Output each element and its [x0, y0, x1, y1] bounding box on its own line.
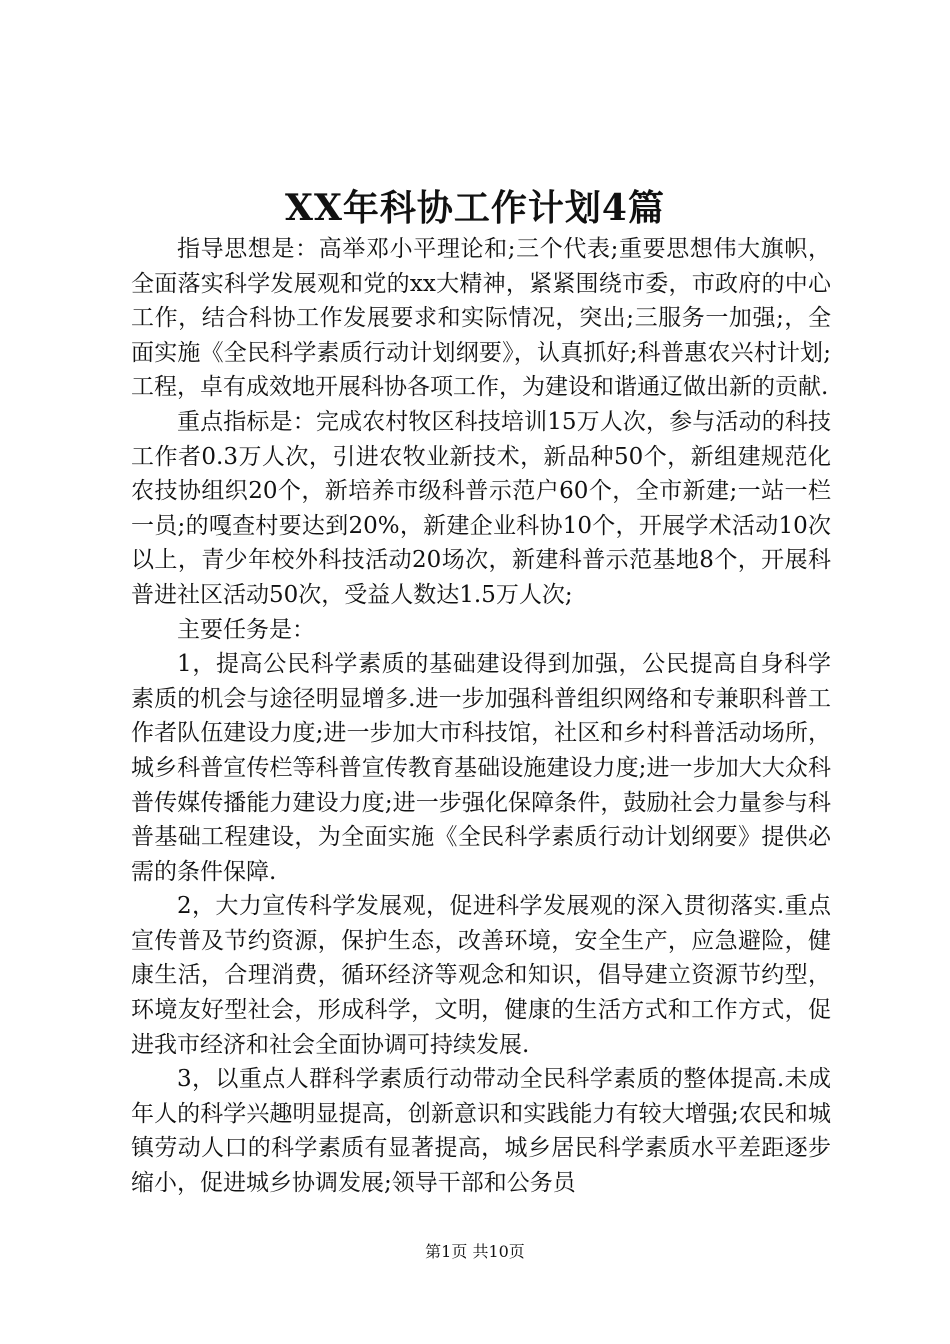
paragraph-key-indicators: 重点指标是：完成农村牧区科技培训15万人次，参与活动的科技工作者0.3万人次，引进农牧业新技术，新品种50个，新组建规范化农技协组织20个，新培养市级科普示范户60个，全市新建;一站一栏一员;的嘎查村要达到20%，新建企业科协10个，开展学术活动10次以上，青少年校外科技活动20场次，新建科普示范基地8个，开展科普进社区活动50次，受益人数达1.5万人次; — [131, 408, 831, 608]
paragraph-task-3: 3，以重点人群科学素质行动带动全民科学素质的整体提高.未成年人的科学兴趣明显提高，创新意识和实践能力有较大增强;农民和城镇劳动人口的科学素质有显著提高，城乡居民科学素质水平差距逐步缩小，促进城乡协调发展;领导干部和公务员 — [131, 1066, 831, 1197]
paragraph-guiding-ideology: 指导思想是：高举邓小平理论和;三个代表;重要思想伟大旗帜，全面落实科学发展观和党的xx大精神，紧紧围绕市委，市政府的中心工作，结合科协工作发展要求和实际情况，突出;三服务一加强;，全面实施《全民科学素质行动计划纲要》，认真抓好;科普惠农兴村计划;工程，卓有成效地开展科协各项工作，为建设和谐通辽做出新的贡献. — [131, 236, 831, 401]
paragraph-task-1: 1，提高公民科学素质的基础建设得到加强，公民提高自身科学素质的机会与途径明显增多.进一步加强科普组织网络和专兼职科普工作者队伍建设力度;进一步加大市科技馆，社区和乡村科普活动场所，城乡科普宣传栏等科普宣传教育基础设施建设力度;进一步加大大众科普传媒传播能力建设力度;进一步强化保障条件，鼓励社会力量参与科普基础工程建设，为全面实施《全民科学素质行动计划纲要》提供必需的条件保障. — [131, 651, 831, 885]
page-number-footer: 第1页 共10页 — [425, 1242, 525, 1261]
paragraph-task-2: 2，大力宣传科学发展观，促进科学发展观的深入贯彻落实.重点宣传普及节约资源，保护生态，改善环境，安全生产，应急避险，健康生活，合理消费，循环经济等观念和知识，倡导建立资源节约型，环境友好型社会，形成科学，文明，健康的生活方式和工作方式，促进我市经济和社会全面协调可持续发展. — [131, 893, 831, 1058]
document-title: XX年科协工作计划4篇 — [285, 187, 665, 229]
document-body — [131, 232, 831, 1201]
paragraph-main-tasks-heading: 主要任务是： — [177, 616, 315, 643]
